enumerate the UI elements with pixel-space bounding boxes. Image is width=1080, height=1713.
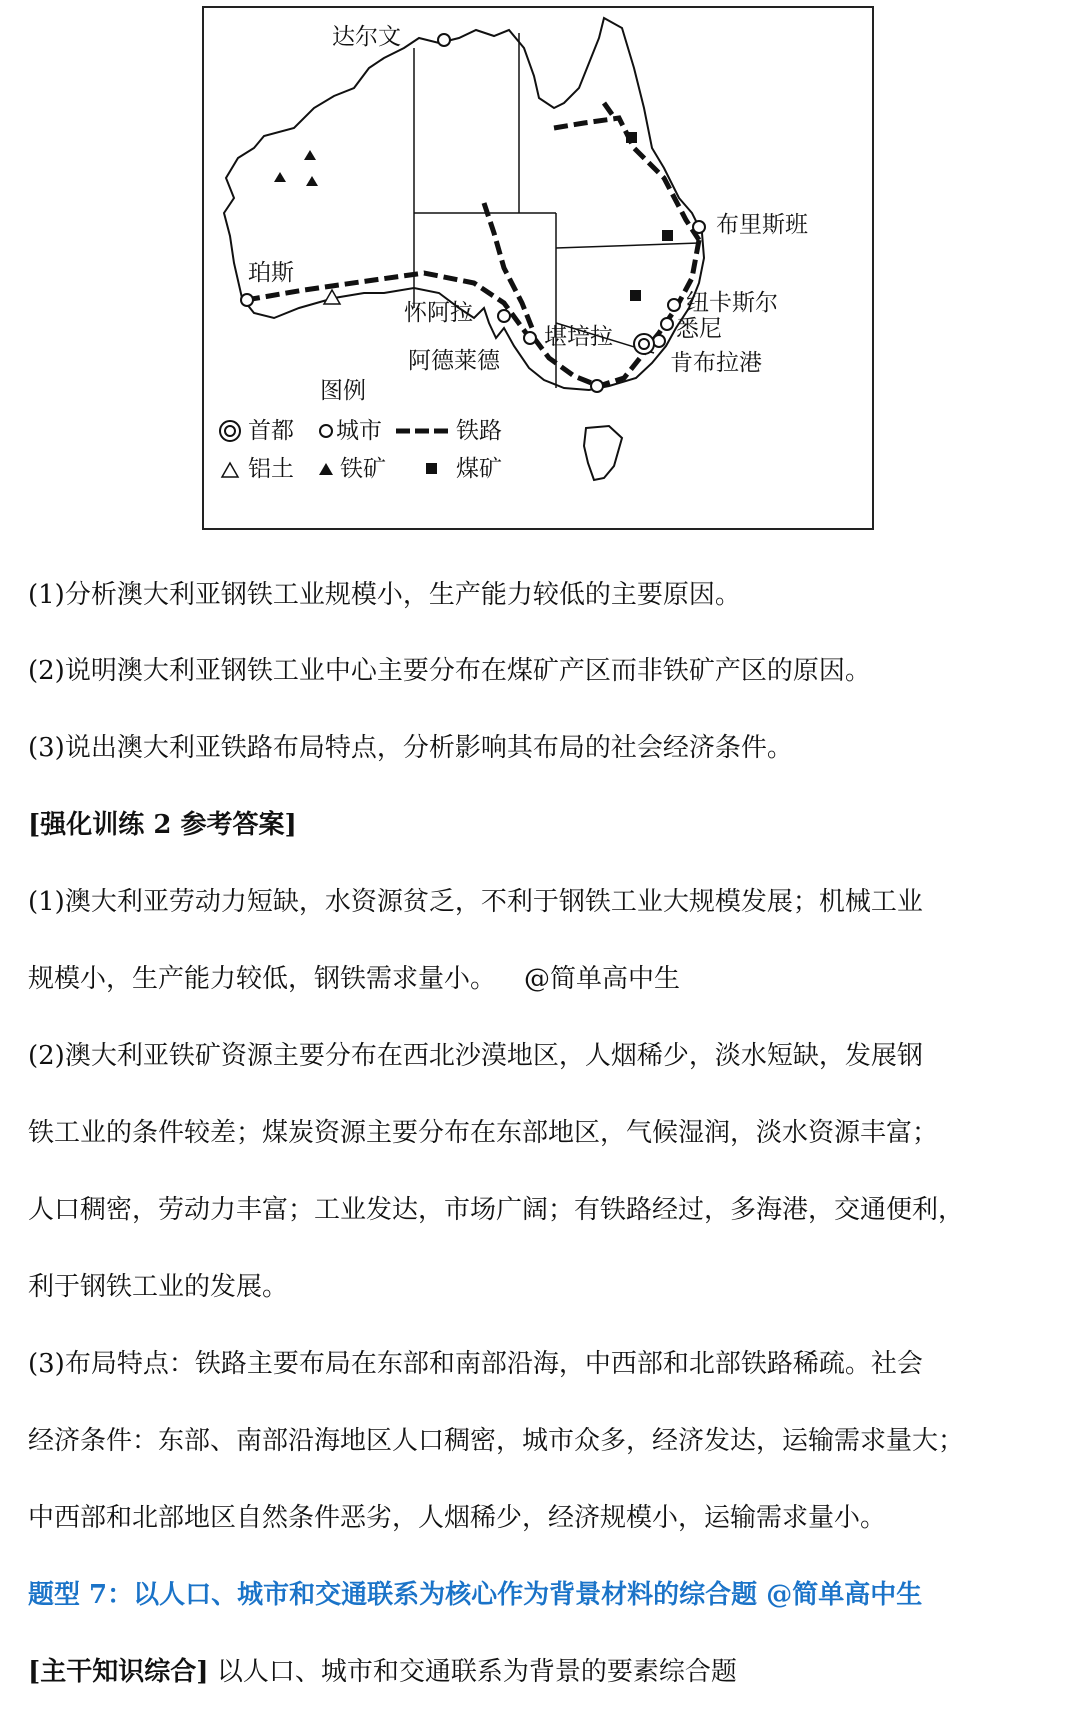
city-label-canberra: 堪培拉 [544, 324, 613, 350]
answer-3-line-2: 经济条件：东部、南部沿海地区人口稠密，城市众多，经济发达，运输需求量大； [28, 1426, 965, 1456]
city-label-perth: 珀斯 [248, 260, 294, 286]
map-drawing [204, 8, 872, 528]
answer-3-line-3: 中西部和北部地区自然条件恶劣，人烟稀少，经济规模小，运输需求量小。 [28, 1503, 887, 1533]
question-1: (1)分析澳大利亚钢铁工业规模小，生产能力较低的主要原因。 [28, 580, 741, 610]
legend-coal: 煤矿 [456, 456, 502, 482]
tasmania-outline [584, 426, 622, 480]
legend-bauxite: 铝土 [248, 456, 294, 482]
answer-2-line-4: 利于钢铁工业的发展。 [28, 1272, 289, 1302]
knowledge-line [28, 1657, 1068, 1688]
city-label-adelaide: 阿德莱德 [408, 348, 500, 374]
australia-outline [224, 18, 704, 390]
city-label-newcastle: 纽卡斯尔 [686, 290, 778, 316]
legend-city: 城市 [336, 418, 382, 444]
answer-1-line-1: (1)澳大利亚劳动力短缺，水资源贫乏，不利于钢铁工业大规模发展；机械工业 [28, 887, 923, 917]
australia-map [202, 6, 874, 530]
legend-capital: 首都 [248, 418, 294, 444]
answer-2-line-1: (2)澳大利亚铁矿资源主要分布在西北沙漠地区，人烟稀少，淡水短缺，发展钢 [28, 1041, 923, 1071]
answer-2-line-2: 铁工业的条件较差；煤炭资源主要分布在东部地区，气候湿润，淡水资源丰富； [28, 1118, 939, 1148]
knowledge-label: [主干知识综合] [28, 1657, 209, 1687]
legend-title: 图例 [320, 378, 366, 404]
signature: @简单高中生 [524, 964, 681, 994]
question-3: (3)说出澳大利亚铁路布局特点，分析影响其布局的社会经济条件。 [28, 733, 793, 763]
question-2: (2)说明澳大利亚钢铁工业中心主要分布在煤矿产区而非铁矿产区的原因。 [28, 656, 871, 686]
answer-1-text: 规模小，生产能力较低，钢铁需求量小。 [28, 964, 497, 994]
answer-1-line-2 [28, 964, 1068, 995]
city-label-port-kembla: 肯布拉港 [670, 350, 762, 376]
city-label-whyalla: 怀阿拉 [404, 300, 473, 326]
coal-markers [626, 132, 673, 301]
legend-iron-ore: 铁矿 [340, 456, 386, 482]
iron-ore-markers [274, 150, 318, 186]
answer-header: [强化训练 2 参考答案] [28, 810, 297, 840]
city-label-brisbane: 布里斯班 [716, 212, 808, 238]
answer-3-line-1: (3)布局特点：铁路主要布局在东部和南部沿海，中西部和北部铁路稀疏。社会 [28, 1349, 923, 1379]
section-title: 题型 7：以人口、城市和交通联系为核心作为背景材料的综合题 @简单高中生 [28, 1580, 923, 1610]
knowledge-text: 以人口、城市和交通联系为背景的要素综合题 [216, 1657, 737, 1687]
city-label-sydney: 悉尼 [676, 316, 722, 342]
railways [246, 103, 699, 386]
city-label-darwin: 达尔文 [332, 24, 401, 50]
legend-railway: 铁路 [456, 418, 502, 444]
answer-2-line-3: 人口稠密，劳动力丰富；工业发达，市场广阔；有铁路经过，多海港，交通便利， [28, 1195, 965, 1225]
